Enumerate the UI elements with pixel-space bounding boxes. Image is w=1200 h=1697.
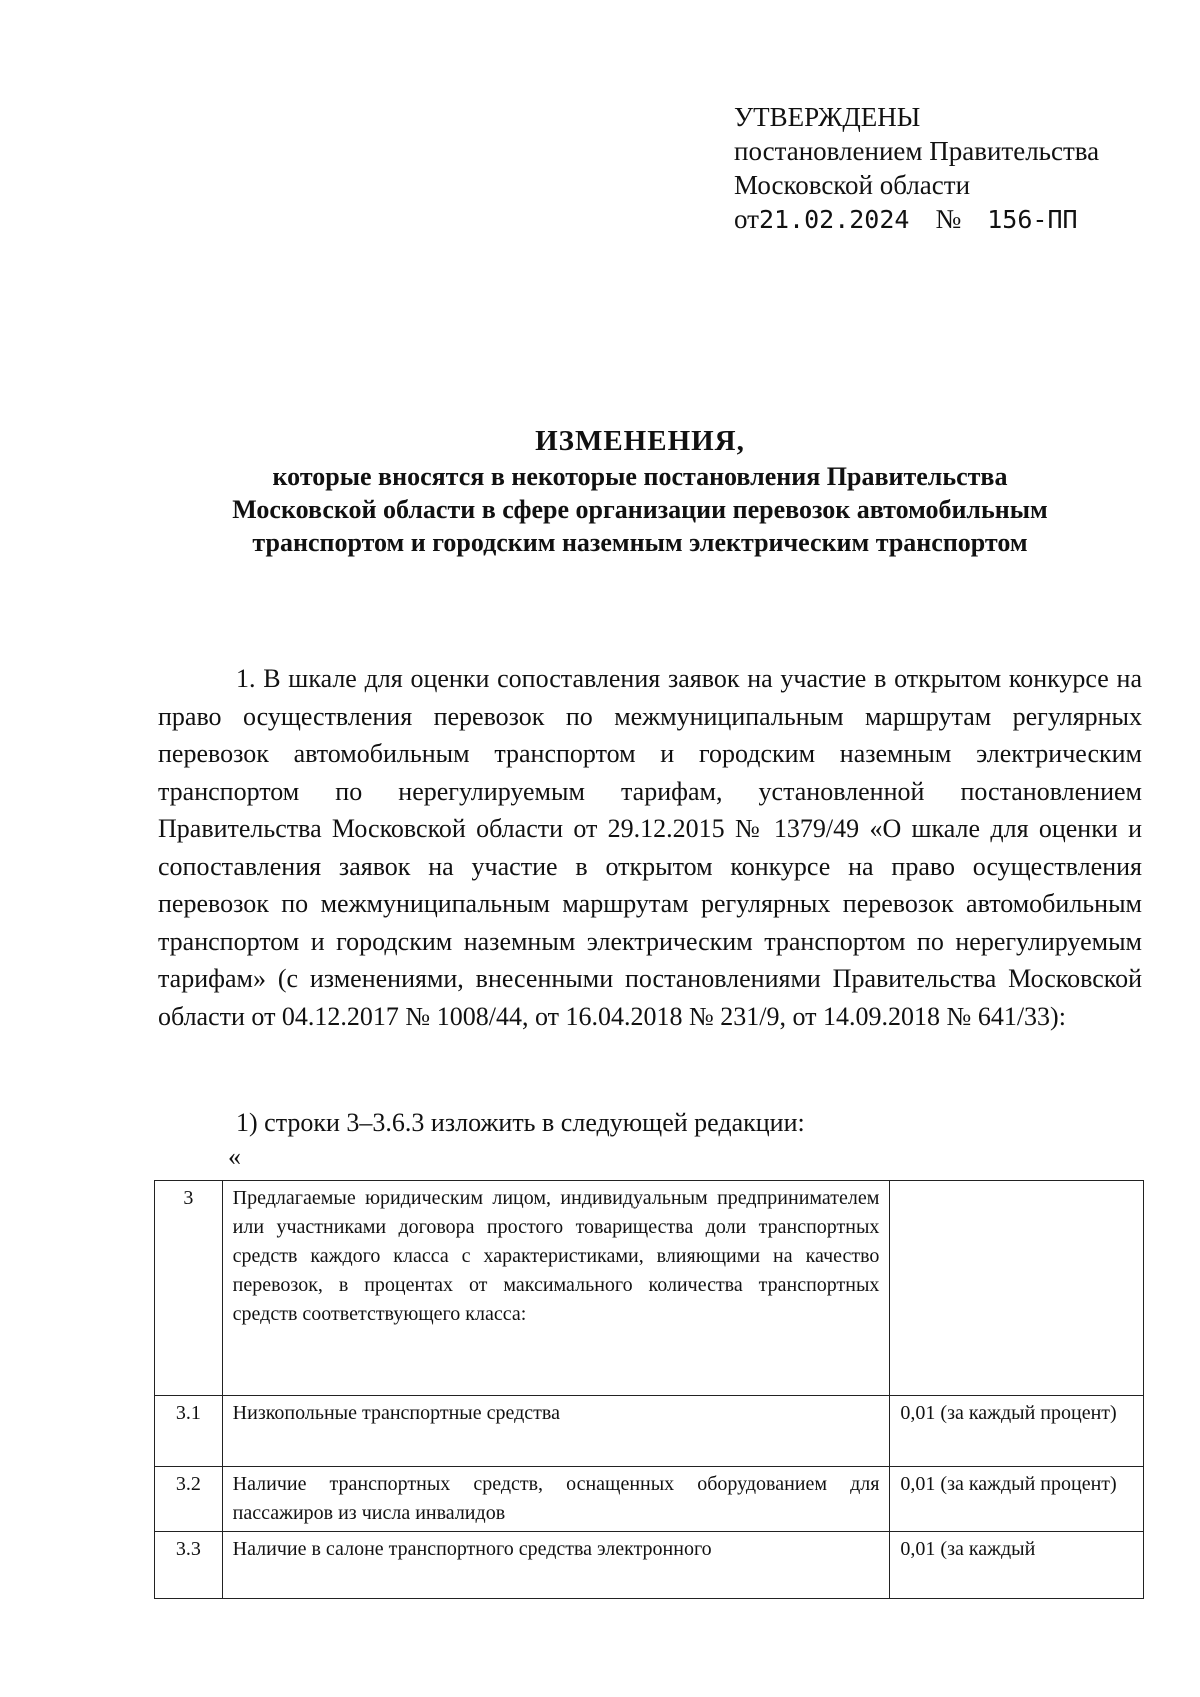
row-value: 0,01 (за каждый процент) (890, 1467, 1144, 1532)
open-quote: « (228, 1142, 241, 1171)
row-description: Низкопольные транспортные средства (222, 1396, 890, 1467)
approval-line-resolution: постановлением Правительства (734, 136, 1100, 166)
approval-number: 156-ПП (987, 205, 1078, 234)
table-row (155, 1467, 1144, 1532)
paragraph-1: 1. В шкале для оценки сопоставления заявок на участие в открытом конкурсе на право осуществления перевозок по межмуниципальным маршрутам регулярных перевозок автомобильным транспортом и городским наземным электрическим транспортом по нерегулируемым тарифам, установленной постановлением Правительства Московской области от 29.12.2015 № 1379/49 «О шкале для оценки и сопоставления заявок на участие в открытом конкурсе на право осуществления перевозок по межмуниципальным маршрутам регулярных перевозок автомобильным транспортом и городским наземным электрическим транспортом по нерегулируемым тарифам» (с изменениями, внесенными постановлениями Правительства Московской области от 04.12.2017 № 1008/44, от 16.04.2018 № 231/9, от 14.09.2018 № 641/33): (158, 664, 1142, 1031)
row-description: Наличие в салоне транспортного средства электронного (222, 1532, 890, 1599)
number-sign: № (935, 204, 962, 234)
approval-line-region: Московской области (734, 170, 971, 200)
title-heading: ИЗМЕНЕНИЯ, (535, 425, 745, 457)
table-row (155, 1396, 1144, 1467)
row-value: 0,01 (за каждый процент) (890, 1396, 1144, 1467)
row-value: 0,01 (за каждый (890, 1532, 1144, 1599)
subitem-1: 1) строки 3–3.6.3 изложить в следующей редакции: (236, 1108, 805, 1137)
row-number: 3 (155, 1181, 223, 1396)
title-line-1: которые вносятся в некоторые постановления Правительства (272, 462, 1008, 491)
document-title (120, 425, 1160, 559)
approval-stamp-block (734, 100, 1099, 237)
row-number: 3.3 (155, 1532, 223, 1599)
table-row (155, 1532, 1144, 1599)
row-value (890, 1181, 1144, 1396)
row-description: Наличие транспортных средств, оснащенных оборудованием для пассажиров из числа инвалидов (222, 1467, 890, 1532)
title-line-2: Московской области в сфере организации перевозок автомобильным (232, 495, 1048, 524)
scale-table (154, 1180, 1144, 1599)
main-paragraph (158, 660, 1142, 1035)
approval-heading: УТВЕРЖДЕНЫ (734, 102, 921, 132)
title-line-3: транспортом и городским наземным электрическим транспортом (252, 528, 1028, 557)
approval-date-line (734, 202, 1099, 237)
row-number: 3.1 (155, 1396, 223, 1467)
approval-date: 21.02.2024 (758, 205, 910, 234)
row-number: 3.2 (155, 1467, 223, 1532)
table-row (155, 1181, 1144, 1396)
row-description: Предлагаемые юридическим лицом, индивидуальным предпринимателем или участниками договора простого товарищества доли транспортных средств каждого класса с характеристиками, влияющими на качество перевозок, в процентах от максимального количества транспортных средств соответствующего класса: (222, 1181, 890, 1396)
date-prefix: от (734, 204, 759, 234)
